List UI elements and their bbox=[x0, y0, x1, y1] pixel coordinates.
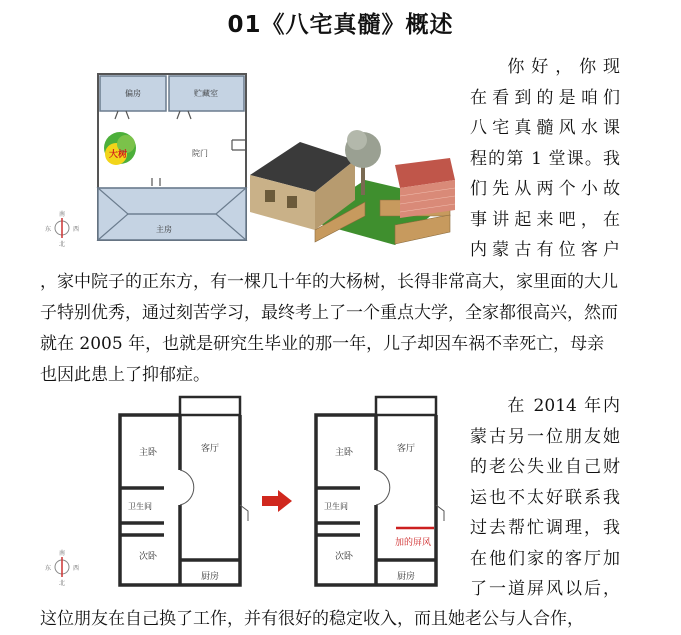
compass-w: 西 bbox=[72, 565, 80, 572]
story1-paragraph: ，家中院子的正东方，有一棵几十年的大杨树，长得非常高大，家里面的大儿子特别优秀，通过刻苦学习，最终考上了一个重点大学，全家都很高兴，然而就在 2005 年，也就是研究生毕业的那一年，儿子却因车祸不幸死亡，母亲也因此患上了抑郁症。 bbox=[40, 272, 618, 385]
story2-line: 了一道屏风以后， bbox=[470, 579, 620, 599]
courtyard-floor-plan bbox=[40, 68, 250, 258]
story2-line: 在他们家的客厅加 bbox=[470, 548, 620, 569]
plan1-room-right: 贮藏室 bbox=[194, 89, 218, 98]
story2-line: 的老公失业自己财 bbox=[470, 457, 620, 477]
intro-line: 程的第 1 堂课。我 bbox=[470, 148, 620, 169]
plan1-gate: 院门 bbox=[192, 149, 208, 158]
plan2-living: 客厅 bbox=[200, 444, 220, 454]
plan3-second: 次卧 bbox=[334, 552, 354, 562]
plan1-tree: 大树 bbox=[108, 150, 128, 160]
compass-w: 西 bbox=[72, 226, 80, 233]
compass-icon bbox=[45, 210, 79, 248]
page-title: 01《八宅真髓》概述 bbox=[227, 12, 454, 38]
compass-e: 东 bbox=[44, 226, 52, 233]
plan3-master: 主卧 bbox=[334, 448, 354, 458]
plan2-master: 主卧 bbox=[138, 448, 158, 458]
compass-n: 南 bbox=[58, 211, 66, 218]
intro-line: 内蒙古有位客户 bbox=[470, 240, 620, 260]
plan3-bath: 卫生间 bbox=[324, 502, 348, 511]
plan1-main: 主房 bbox=[156, 225, 172, 234]
plan3-living: 客厅 bbox=[396, 444, 416, 454]
intro-column bbox=[470, 52, 620, 266]
intro-line: 们先从两个小故 bbox=[470, 179, 620, 199]
plan2-kitchen: 厨房 bbox=[200, 572, 220, 582]
intro-line: 在看到的是咱们 bbox=[470, 87, 620, 108]
story2-line: 运也不太好联系我 bbox=[470, 487, 620, 508]
intro-line: 八宅真髓风水课 bbox=[470, 118, 620, 138]
compass-s: 北 bbox=[58, 580, 66, 587]
courtyard-3d-illustration bbox=[245, 120, 460, 245]
arrow-right-icon bbox=[262, 490, 294, 512]
compass-e: 东 bbox=[44, 565, 52, 572]
plan3-screen: 加的屏风 bbox=[394, 538, 432, 548]
compass-icon bbox=[45, 549, 79, 587]
plan3-kitchen: 厨房 bbox=[396, 572, 416, 582]
plan1-room-left: 偏房 bbox=[125, 89, 141, 98]
apartment-plan-after bbox=[300, 395, 460, 595]
story2-line: 蒙古另一位朋友她 bbox=[470, 426, 620, 447]
intro-line: 事讲起来吧，在 bbox=[470, 209, 620, 230]
story2-column bbox=[470, 391, 620, 605]
compass-n: 南 bbox=[58, 550, 66, 557]
plan2-bath: 卫生间 bbox=[128, 502, 152, 511]
story2-continuation: 这位朋友在自己换了工作，并有很好的稳定收入，而且她老公与人合作， bbox=[40, 609, 584, 629]
compass-s: 北 bbox=[58, 241, 66, 248]
story2-line: 过去帮忙调理，我 bbox=[470, 518, 620, 538]
story2-line: 在 2014 年内 bbox=[507, 396, 620, 416]
apartment-plan-before bbox=[40, 395, 250, 595]
plan2-second: 次卧 bbox=[138, 552, 158, 562]
intro-line: 你好，你现 bbox=[507, 57, 620, 77]
